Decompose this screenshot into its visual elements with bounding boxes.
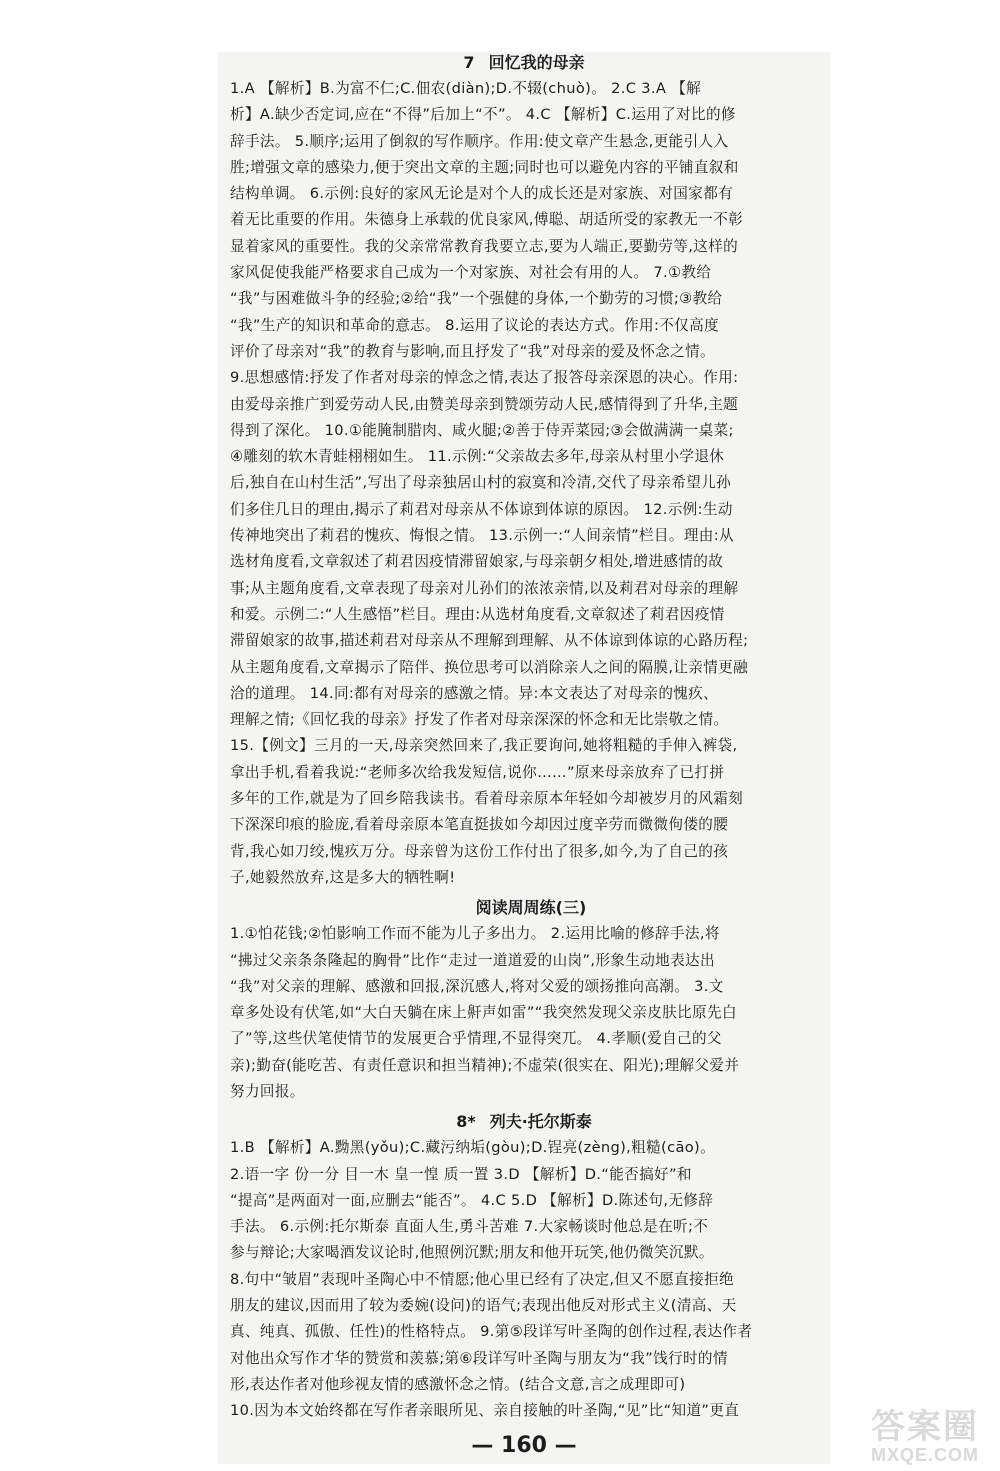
answer-line: 从主题角度看,文章揭示了陪伴、换位思考可以消除亲人之间的隔膜,让亲情更融 <box>230 658 749 676</box>
page-content <box>218 52 830 1425</box>
answer-line: 得到了深化。 10.①能腌制腊肉、咸火腿;②善于侍弄菜园;③会做满满一桌菜; <box>230 421 734 439</box>
answer-line: 1.B 【解析】A.黝黑(yǒu);C.藏污纳垢(gòu);D.锃亮(zèng),粗糙(cāo)。 <box>230 1139 716 1157</box>
answer-line: 子,她毅然放弃,这是多大的牺牲啊! <box>230 868 456 886</box>
answer-line: 形,表达作者对他珍视友情的感激怀念之情。(结合文意,言之成理即可) <box>230 1375 686 1393</box>
section-title <box>218 52 830 76</box>
answer-line: 多年的工作,就是为了回乡陪我读书。看着母亲原本年轻如今却被岁月的风霜刻 <box>230 790 744 808</box>
answer-line: 辞手法。 5.顺序;运用了倒叙的写作顺序。作用:使文章产生悬念,更能引人入 <box>230 132 729 150</box>
answer-line: 显着家风的重要性。我的父亲常常教育我要立志,要为人端正,要勤劳等,这样的 <box>230 237 739 255</box>
section-title <box>218 897 830 921</box>
answer-line: 9.思想感情:抒发了作者对母亲的悼念之情,表达了报答母亲深恩的决心。作用: <box>230 369 739 387</box>
answer-line: “拂过父亲条条隆起的胸骨”比作“走过一道道爱的山岗”,形象生动地表达出 <box>230 951 715 969</box>
answer-line: 真、纯真、孤傲、任性)的性格特点。 9.第⑤段详写叶圣陶的创作过程,表达作者 <box>230 1323 753 1341</box>
answer-line: 手法。 6.示例:托尔斯泰 直面人生,勇斗苦难 7.大家畅谈时他总是在听;不 <box>230 1218 709 1236</box>
answer-line: ④雕刻的软木青蛙栩栩如生。 11.示例:“父亲故去多年,母亲从村里小学退休 <box>230 448 725 466</box>
answer-line: “我”与困难做斗争的经验;②给“我”一个强健的身体,一个勤劳的习惯;③教给 <box>230 290 723 308</box>
section-body <box>218 921 830 1105</box>
section-title <box>218 1111 830 1135</box>
answer-line: 章多处设有伏笔,如“大白天躺在床上鼾声如雷”“我突然发现父亲皮肤比原先白 <box>230 1004 737 1022</box>
answer-line: 8.句中“皱眉”表现叶圣陶心中不情愿;他心里已经有了决定,但又不愿直接拒绝 <box>230 1270 734 1288</box>
section-body <box>218 76 830 891</box>
answer-line: 参与辩论;大家喝酒发议论时,他照例沉默;朋友和他开玩笑,他仍微笑沉默。 <box>230 1244 714 1262</box>
answer-line: 着无比重要的作用。朱德身上承载的优良家风,傅聪、胡适所受的家教无一不彰 <box>230 211 744 229</box>
answer-line: 结构单调。 6.示例:良好的家风无论是对个人的成长还是对家族、对国家都有 <box>230 185 734 203</box>
answer-line: 对他出众写作才华的赞赏和羡慕;第⑥段详写叶圣陶与朋友为“我”饯行时的情 <box>230 1349 728 1367</box>
answer-line: 由爱母亲推广到爱劳动人民,由赞美母亲到赞颂劳动人民,感情得到了升华,主题 <box>230 395 739 413</box>
answer-line: 下深深印痕的脸庞,看着母亲原本笔直挺拔如今却因过度辛劳而微微佝偻的腰 <box>230 816 729 834</box>
watermark <box>850 1409 1000 1471</box>
answer-line: 1.①怕花钱;②怕影响工作而不能为儿子多出力。 2.运用比喻的修辞手法,将 <box>230 925 720 943</box>
answer-line: “我”生产的知识和革命的意志。 8.运用了议论的表达方式。作用:不仅高度 <box>230 316 720 334</box>
answer-line: 理解之情;《回忆我的母亲》抒发了作者对母亲深深的怀念和无比崇敬之情。 <box>230 711 729 729</box>
answer-line: 努力回报。 <box>230 1082 305 1100</box>
answer-line: 们多住几日的理由,揭示了莉君对母亲从不体谅到体谅的原因。 12.示例:生动 <box>230 500 733 518</box>
answer-line: 析】A.缺少否定词,应在“不得”后加上“不”。 4.C 【解析】C.运用了对比的修 <box>230 106 736 124</box>
answer-line: 传神地突出了莉君的愧疚、悔恨之情。 13.示例一:“人间亲情”栏目。理由:从 <box>230 527 734 545</box>
answer-line: “我”对父亲的理解、感激和回报,深沉感人,将对父爱的颂扬推向高潮。 3.文 <box>230 977 724 995</box>
watermark-logo: 答案圈 <box>871 1408 979 1446</box>
answer-page <box>218 52 830 1464</box>
section-number: 7 <box>463 53 475 72</box>
answer-line: 评价了母亲对“我”的教育与影响,而且抒发了“我”对母亲的爱及怀念之情。 <box>230 342 715 360</box>
answer-line: 1.A 【解析】B.为富不仁;C.佃农(diàn);D.不辍(chuò)。 2.C 3.A 【解 <box>230 80 702 97</box>
answer-line: 了”等,这些伏笔使情节的发展更合乎情理,不显得突兀。 4.孝顺(爱自己的父 <box>230 1030 722 1048</box>
section-title-text: 阅读周周练(三) <box>475 898 587 918</box>
answer-line: 滞留娘家的故事,描述莉君对母亲从不理解到理解、从不体谅到体谅的心路历程; <box>230 632 749 650</box>
watermark-url: MXQE.COM <box>870 1445 979 1465</box>
answer-line: 和爱。示例二:“人生感悟”栏目。理由:从选材角度看,文章叙述了莉君因疫情 <box>230 605 725 623</box>
answer-line: 朋友的建议,因而用了较为委婉(设问)的语气;表现出他反对形式主义(清高、天 <box>230 1297 737 1315</box>
answer-line: 2.语一字 份一分 目一木 皇一惶 质一置 3.D 【解析】D.“能否搞好”和 <box>230 1165 692 1183</box>
page-number: — 160 — <box>471 1433 577 1458</box>
answer-line: 10.因为本文始终都在写作者亲眼所见、亲自接触的叶圣陶,“见”比“知道”更直 <box>230 1402 740 1420</box>
answer-line: 背,我心如刀绞,愧疚万分。母亲曾为这份工作付出了很多,如今,为了自己的孩 <box>230 842 729 860</box>
answer-line: 选材角度看,文章叙述了莉君因疫情滞留娘家,与母亲朝夕相处,增进感情的故 <box>230 553 724 571</box>
answer-line: 胜;增强文章的感染力,便于突出文章的主题;同时也可以避免内容的平铺直叙和 <box>230 158 739 176</box>
answer-line: 亲);勤奋(能吃苦、有责任意识和担当精神);不虚荣(很实在、阳光);理解父爱并 <box>230 1056 740 1074</box>
answer-line: 洽的道理。 14.同:都有对母亲的感激之情。异:本文表达了对母亲的愧疚、 <box>230 684 719 702</box>
section-title-text: 列夫·托尔斯泰 <box>489 1112 592 1132</box>
section-title-text: 回忆我的母亲 <box>488 53 585 72</box>
answer-line: 事;从主题角度看,文章表现了母亲对儿孙们的浓浓亲情,以及莉君对母亲的理解 <box>230 579 739 597</box>
answer-line: 后,独自在山村生活”,写出了母亲独居山村的寂寞和冷清,交代了母亲希望儿孙 <box>230 474 732 492</box>
answer-line: 家风促使我能严格要求自己成为一个对家族、对社会有用的人。 7.①教给 <box>230 264 712 282</box>
answer-line: 15.【例文】三月的一天,母亲突然回来了,我正要询问,她将粗糙的手伸入裤袋, <box>230 737 738 755</box>
section-number: 8* <box>456 1112 476 1132</box>
answer-line: “提高”是两面对一面,应删去“能否”。 4.C 5.D 【解析】D.陈述句,无修辞 <box>230 1191 714 1209</box>
answer-line: 拿出手机,看着我说:“老师多次给我发短信,说你……”原来母亲放弃了已打拼 <box>230 763 725 781</box>
section-body <box>218 1135 830 1424</box>
